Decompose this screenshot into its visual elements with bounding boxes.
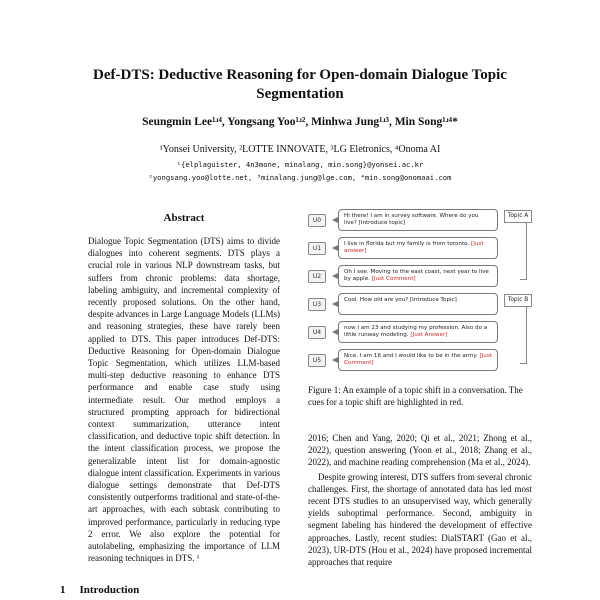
topic-label-b: Topic B <box>504 294 532 307</box>
turn-label: U5 <box>308 354 326 367</box>
utterance-text: I live in florida but my family is from toronto. <box>344 241 472 247</box>
section-title: Introduction <box>79 584 140 596</box>
affiliations: ¹Yonsei University, ²LOTTE INNOVATE, ³LG Eletronics, ⁴Onoma AI <box>159 144 441 155</box>
turn-label: U1 <box>308 242 326 255</box>
body-paragraph: 2016; Chen and Yang, 2020; Qi et al., 2021; Zhong et al., 2022), question answering (Yoon et al., 2018; Zhang et al., 2022), and machine reading comprehension (Ma et al., 2024). <box>308 433 532 468</box>
topic-a-bracket <box>520 220 527 280</box>
topic-b-bracket <box>520 304 527 364</box>
topic-label-a: Topic A <box>504 210 532 223</box>
author-list: Seungmin Lee¹ʴ⁴, Yongsang Yoo¹ʴ², Minhwa Jung¹ʴ³, Min Song¹ʴ⁴* <box>142 116 458 128</box>
utterance-text: Hi there! I am in survey software. Where do you live? [Introduce topic] <box>344 213 479 227</box>
body-paragraph: Despite growing interest, DTS suffers from several chronic challenges. First, the shortage of annotated data has led most recent DTS studies to an unsupervised way, which generally yields suboptimal performance. Second, ambiguity in segment labeling has hindered the development of effective approaches. Lastly, recent studies: DialSTART (Gao et al., 2023), UR-DTS (Hou et al., 2024) have proposed incremental approaches that require <box>308 471 532 568</box>
utterance-bubble <box>338 349 498 371</box>
utterance-text: Oh I see. Moving to the east coast, next year to live by apple. <box>344 269 489 283</box>
turn-label: U4 <box>308 326 326 339</box>
section-number: 1 <box>60 584 66 596</box>
abstract-body: Dialogue Topic Segmentation (DTS) aims to divide dialogues into coherent segments. DTS plays a crucial role in various NLP downstream tasks, but suffers from chronic problems: data shortage, labeling ambiguity, and incremental complexity of recently proposed solutions. On the other hand, despite advances in Large Language Models (LLMs) and reasoning strategies, these have rarely been applied to DTS. This paper introduces Def-DTS: Deductive Reasoning for Open-domain Dialogue Topic Segmentation, which utilizes LLM-based multi-step deductive reasoning to enhance DTS performance and enable case study using intermediate result. Our method employs a structured prompting approach for bidirectional context summarization, utterance intent classification, and deductive topic shift detection. In the intent classification process, we propose the generalizable intent list for domain-agnostic dialogue intent classification. Experiments in various dialogue settings demonstrate that Def-DTS consistently outperforms traditional and state-of-the-art approaches, with each subtask contributing to improved performance, particularly in reducing type 2 error. We also explore the potential for autolabeling, emphasizing the importance of LLM reasoning techniques in DTS. ¹ <box>88 236 280 564</box>
utterance-bubble <box>338 209 498 231</box>
utterance-bubble <box>338 321 498 343</box>
utterance-text: now I am 23 and studying my profession. Also do a little runway modeling. <box>344 325 488 339</box>
email-line-1: ¹{elplaguister, 4n3mone, minalang, min.song}@yonsei.ac.kr <box>176 160 424 169</box>
utterance-bubble <box>338 265 498 287</box>
utterance-bubble <box>338 293 498 315</box>
utterance-bubble <box>338 237 498 259</box>
utterance-cue: [Just answer] <box>344 241 484 255</box>
utterance-cue: [Just Comment] <box>344 353 492 367</box>
utterance-cue: [Just Answer] <box>410 332 448 339</box>
turn-label: U3 <box>308 298 326 311</box>
turn-label: U2 <box>308 270 326 283</box>
figure-topic-shift <box>308 208 532 378</box>
utterance-text: Cool. How old are you? [Introduce Topic] <box>344 297 457 303</box>
paper-title: Def-DTS: Deductive Reasoning for Open-domain Dialogue Topic Segmentation <box>93 67 507 102</box>
email-line-2: ²yongsang.yoo@lotte.net, ³minalang.jung@lge.com, ⁴min.song@onomaai.com <box>148 173 452 182</box>
figure-caption: Figure 1: An example of a topic shift in a conversation. The cues for a topic shift are highlighted in red. <box>308 385 523 408</box>
section-heading <box>60 584 139 596</box>
turn-label: U0 <box>308 214 326 227</box>
right-column-body <box>308 432 532 570</box>
utterance-cue: [Just Comment] <box>371 276 416 283</box>
abstract-heading: Abstract <box>163 212 205 224</box>
utterance-text: Nice. I am 16 and I would like to be in the army. <box>344 353 480 359</box>
